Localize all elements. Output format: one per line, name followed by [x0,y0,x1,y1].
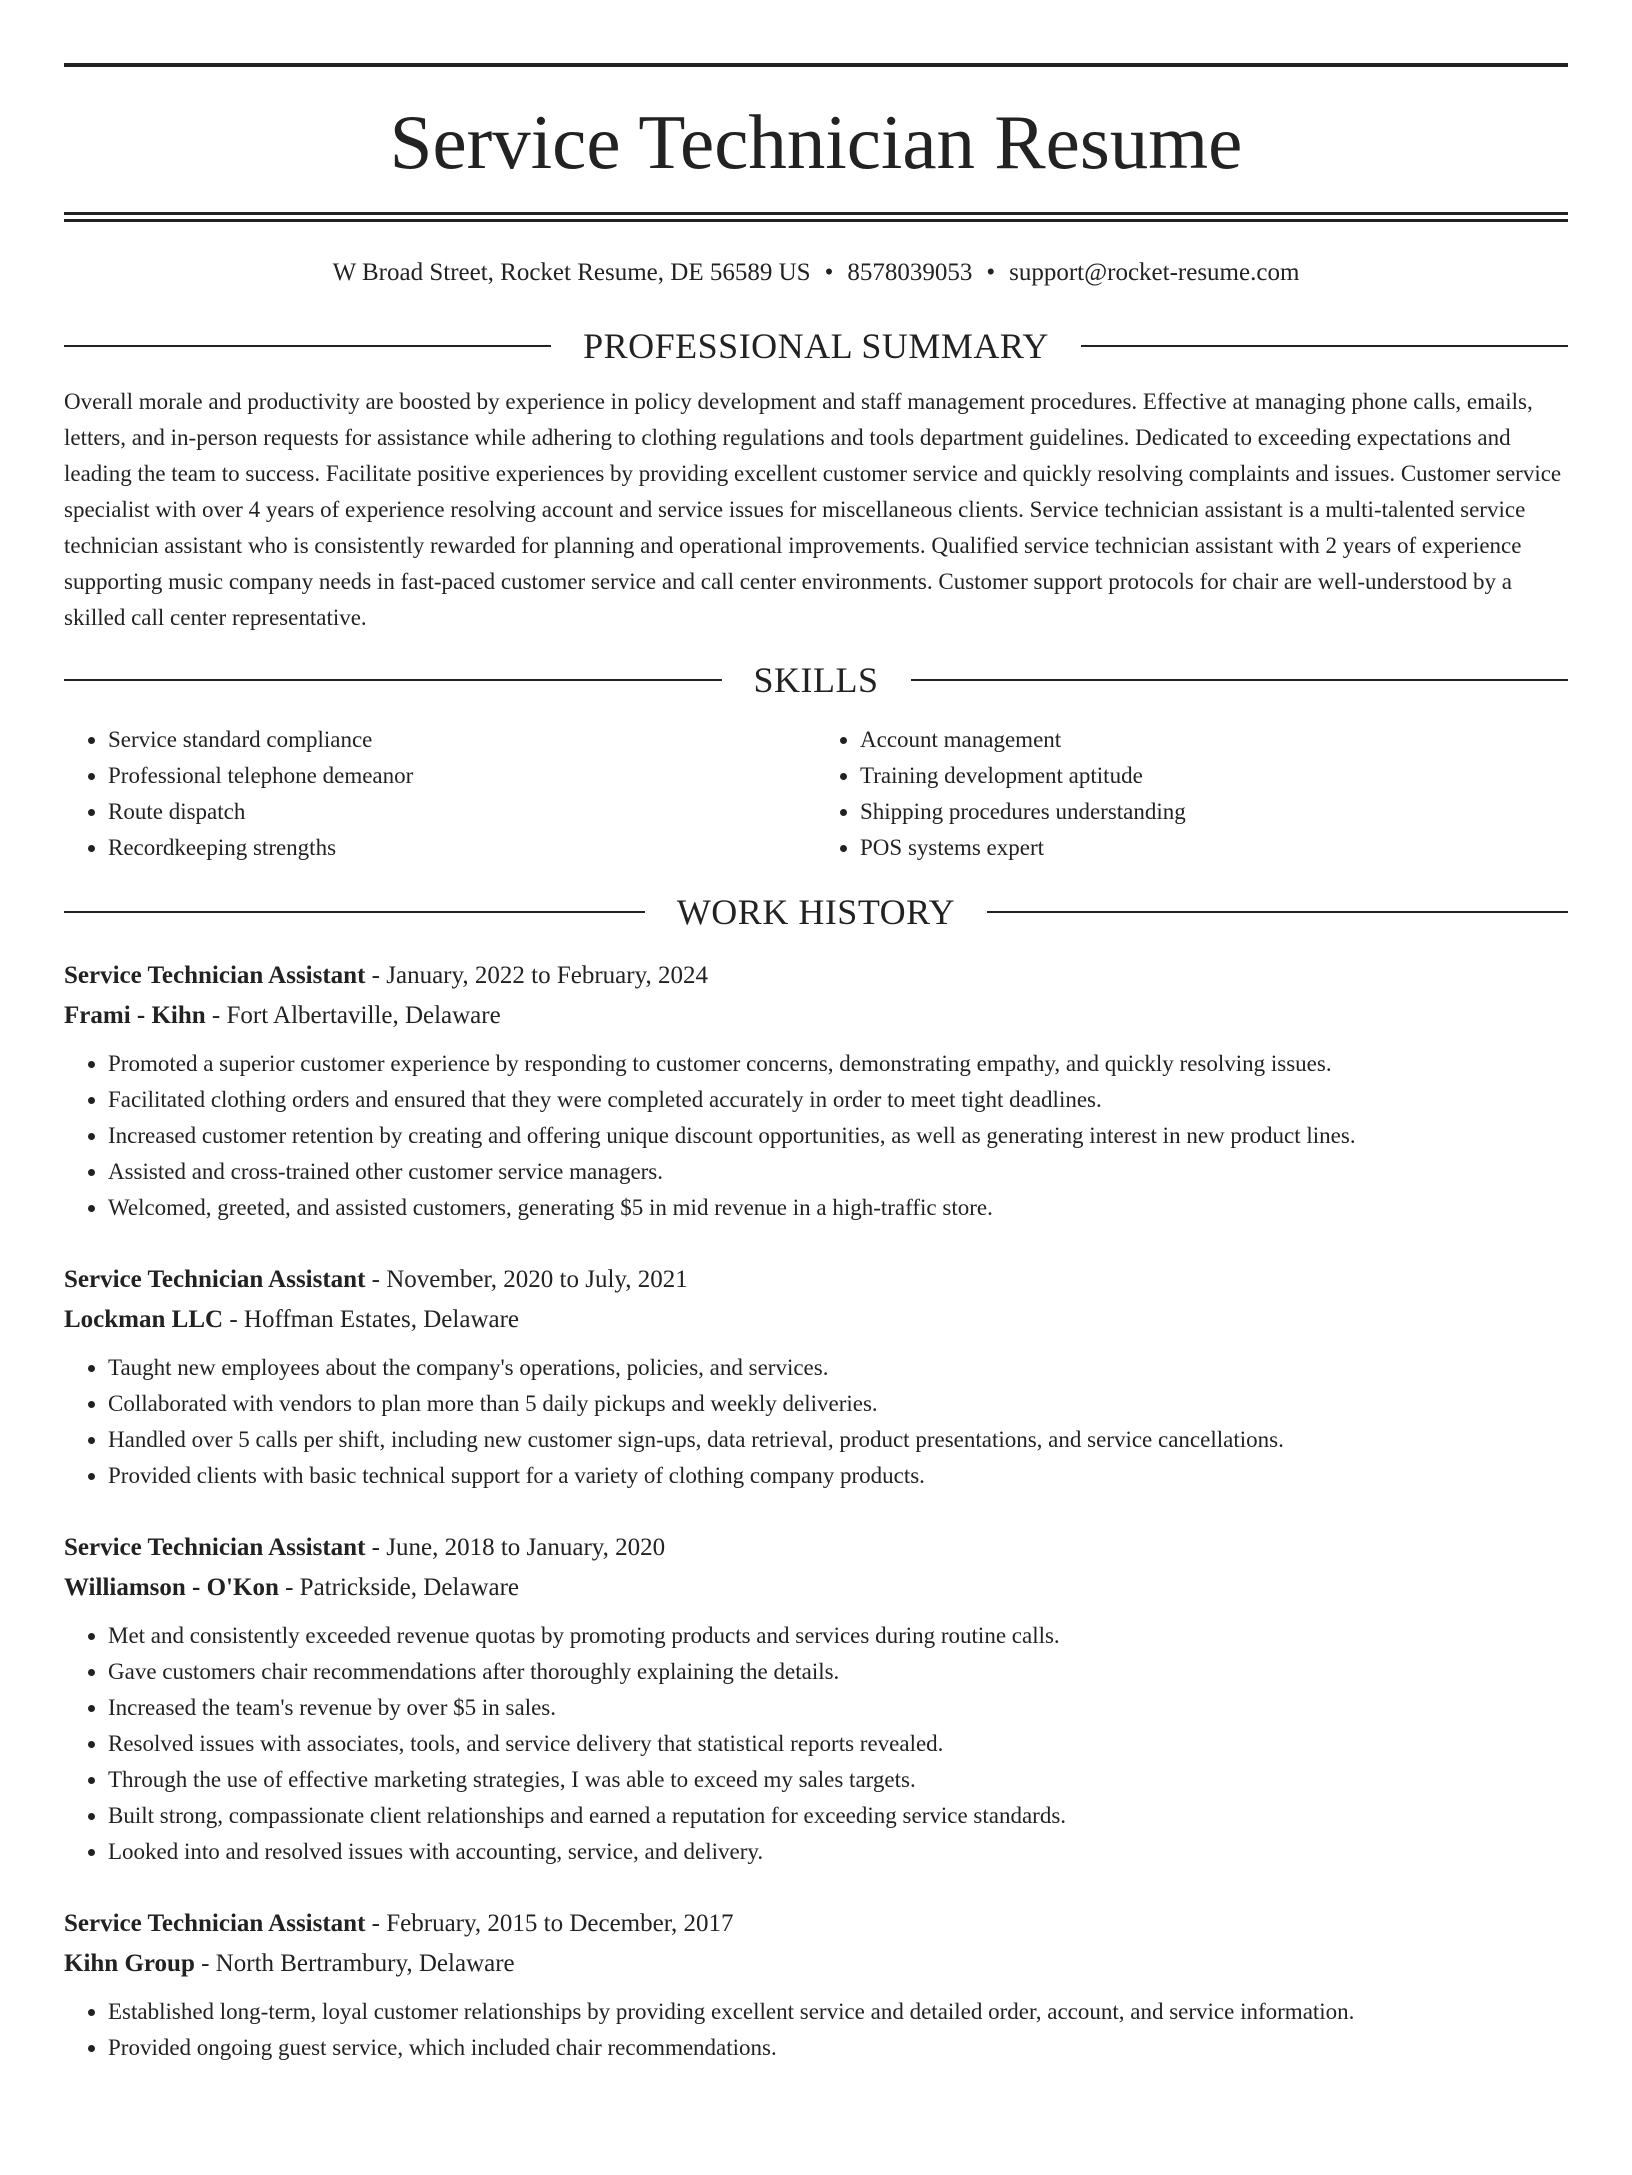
job-bullets [64,1350,1568,1494]
skill-item: • Recordkeeping strengths [108,830,816,866]
job-bullet: • Collaborated with vendors to plan more than 5 daily pickups and weekly deliveries. [108,1386,1568,1422]
job-title-line [64,1260,1568,1300]
job-entry [64,1260,1568,1494]
title-double-rule [64,212,1568,222]
resume-page [0,63,1632,2175]
job-dates: - February, 2015 to December, 2017 [365,1910,734,1937]
job-bullet: • Provided ongoing guest service, which included chair recommendations. [108,2030,1568,2066]
skill-item: • Training development aptitude [860,758,1568,794]
job-company: Kihn Group [64,1950,195,1977]
skill-item: • Account management [860,722,1568,758]
contact-separator: • [986,259,996,286]
job-bullet: • Promoted a superior customer experience by responding to customer concerns, demonstrating empathy, and quickly resolving issues. [108,1046,1568,1082]
job-bullet: • Looked into and resolved issues with accounting, service, and delivery. [108,1834,1568,1870]
section-heading-summary [64,324,1568,368]
heading-rule [64,679,722,681]
job-company: Lockman LLC [64,1306,224,1333]
contact-address: W Broad Street, Rocket Resume, DE 56589 US [332,259,811,286]
heading-rule [1081,345,1568,347]
job-title-line [64,1528,1568,1568]
section-heading-work-history [64,890,1568,934]
skills-column-left [64,722,816,866]
job-title: Service Technician Assistant [64,1910,366,1937]
job-company-line [64,996,1568,1036]
job-bullet: • Increased the team's revenue by over $5 in sales. [108,1690,1568,1726]
job-company: Frami - Kihn [64,1002,206,1029]
job-title: Service Technician Assistant [64,1266,366,1293]
job-bullet: • Assisted and cross-trained other customer service managers. [108,1154,1568,1190]
skill-item: • Professional telephone demeanor [108,758,816,794]
contact-line [64,258,1568,288]
summary-paragraph: Overall morale and productivity are boosted by experience in policy development and staff management procedures. Effective at managing phone calls, emails, letters, and in-person requests for assistance while adhering to clothing regulations and tools department guidelines. Dedicated to exceeding expectations and leading the team to success. Facilitate positive experiences by providing excellent customer service and quickly resolving complaints and issues. Customer service specialist with over 4 years of experience resolving account and service issues for miscellaneous clients. Service technician assistant is a multi-talented service technician assistant who is consistently rewarded for planning and operational improvements. Qualified service technician assistant with 2 years of experience supporting music company needs in fast-paced customer service and call center environments. Customer support protocols for chair are well-understood by a skilled call center representative. [64,389,1562,630]
job-location: - North Bertrambury, Delaware [194,1950,515,1977]
job-dates: - November, 2020 to July, 2021 [365,1266,688,1293]
job-bullet: • Taught new employees about the company's operations, policies, and services. [108,1350,1568,1386]
job-company: Williamson - O'Kon [64,1574,279,1601]
job-location: - Patrickside, Delaware [278,1574,520,1601]
skill-item: • Service standard compliance [108,722,816,758]
section-heading-skills [64,658,1568,702]
job-bullets [64,1618,1568,1870]
job-company-line [64,1568,1568,1608]
job-bullet: • Facilitated clothing orders and ensured that they were completed accurately in order to meet tight deadlines. [108,1082,1568,1118]
heading-rule [64,911,645,913]
job-bullet: • Welcomed, greeted, and assisted customers, generating $5 in mid revenue in a high-traffic store. [108,1190,1568,1226]
job-title-line [64,956,1568,996]
skills-list [64,722,1568,866]
skills-column-right [816,722,1568,866]
job-location: - Fort Albertaville, Delaware [205,1002,501,1029]
job-bullets [64,1046,1568,1226]
job-dates: - January, 2022 to February, 2024 [365,962,708,989]
job-bullet: • Through the use of effective marketing strategies, I was able to exceed my sales targets. [108,1762,1568,1798]
contact-email: support@rocket-resume.com [1009,259,1300,286]
job-entry [64,1528,1568,1870]
job-bullet: • Provided clients with basic technical support for a variety of clothing company products. [108,1458,1568,1494]
job-dates: - June, 2018 to January, 2020 [365,1534,666,1561]
job-company-line [64,1300,1568,1340]
section-label: WORK HISTORY [676,892,956,932]
job-bullet: • Resolved issues with associates, tools, and service delivery that statistical reports revealed. [108,1726,1568,1762]
resume-title: Service Technician Resume [389,99,1243,185]
contact-phone: 8578039053 [847,259,973,286]
section-label: PROFESSIONAL SUMMARY [583,326,1049,366]
job-bullet: • Handled over 5 calls per shift, including new customer sign-ups, data retrieval, product presentations, and service cancellations. [108,1422,1568,1458]
job-bullet: • Met and consistently exceeded revenue quotas by promoting products and services during routine calls. [108,1618,1568,1654]
job-title: Service Technician Assistant [64,1534,366,1561]
section-label: SKILLS [753,660,879,700]
job-entry [64,956,1568,1226]
job-title-line [64,1904,1568,1944]
job-entry [64,1904,1568,2066]
job-company-line [64,1944,1568,1984]
skill-item: • POS systems expert [860,830,1568,866]
skill-item: • Shipping procedures understanding [860,794,1568,830]
job-bullet: • Gave customers chair recommendations after thoroughly explaining the details. [108,1654,1568,1690]
job-location: - Hoffman Estates, Delaware [223,1306,520,1333]
top-rule [64,63,1568,67]
contact-separator: • [824,259,834,286]
heading-rule [64,345,551,347]
job-bullet: • Increased customer retention by creating and offering unique discount opportunities, as well as generating interest in new product lines. [108,1118,1568,1154]
job-bullet: • Established long-term, loyal customer relationships by providing excellent service and detailed order, account, and service information. [108,1994,1568,2030]
job-bullet: • Built strong, compassionate client relationships and earned a reputation for exceeding service standards. [108,1798,1568,1834]
skill-item: • Route dispatch [108,794,816,830]
job-bullets [64,1994,1568,2066]
job-title: Service Technician Assistant [64,962,366,989]
heading-rule [987,911,1568,913]
heading-rule [911,679,1569,681]
